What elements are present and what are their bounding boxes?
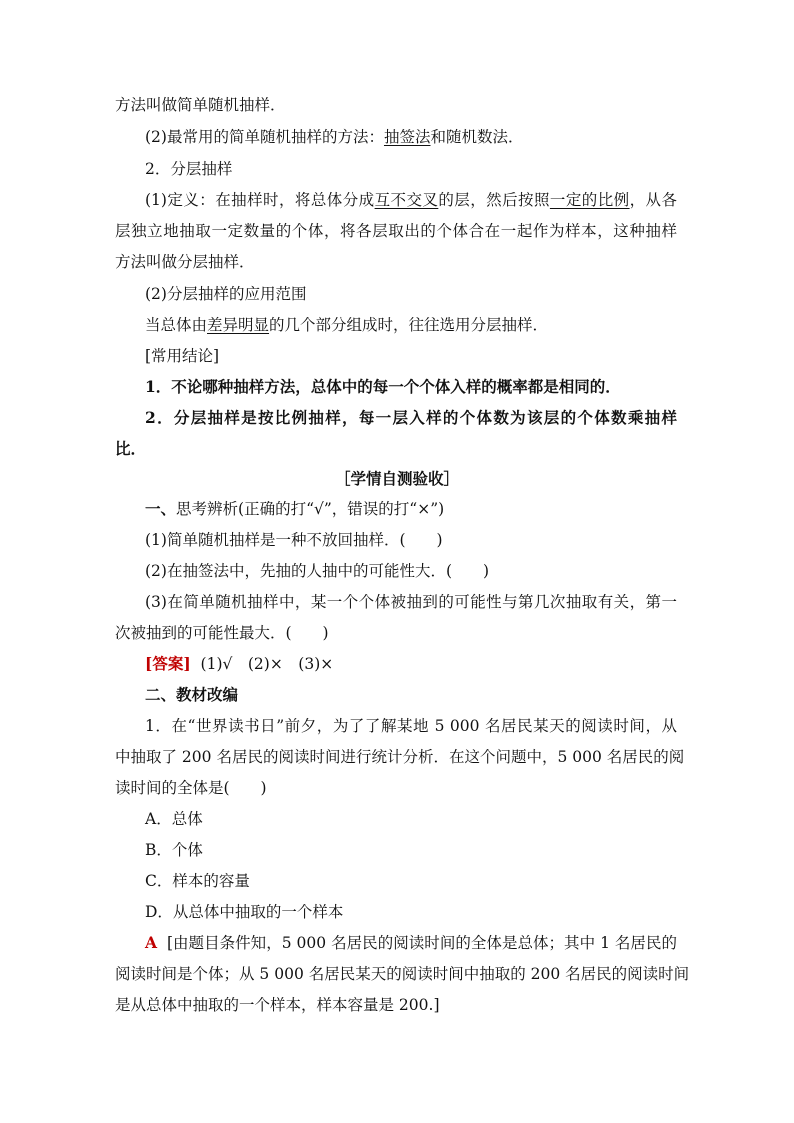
question-item: (3)在简单随机抽样中，某一个个体被抽到的可能性与第几次抽取有关，第一 (145, 593, 677, 611)
solution-line: 是从总体中抽取的一个样本，样本容量是 200.] (115, 996, 440, 1014)
option-d: D．从总体中抽取的一个样本 (145, 903, 344, 921)
text-line: (2)分层抽样的应用范围 (145, 285, 307, 303)
underlined-term: 一定的比例 (549, 191, 630, 209)
section-heading: 一、思考辨析(正确的打“√”，错误的打“×”) (145, 499, 445, 518)
text-line: 2．分层抽样是按比例抽样，每一层入样的个体数为该层的个体数乘抽样 (145, 408, 677, 427)
solution-line: 阅读时间是个体；从 5 000 名居民某天的阅读时间中抽取的 200 名居民的阅读时间 (115, 965, 690, 983)
answer-label: [答案] (145, 654, 191, 673)
question-item: (2)在抽签法中，先抽的人抽中的可能性大．( ) (145, 562, 490, 580)
section-heading: 二、教材改编 (145, 685, 239, 704)
section-heading: [常用结论] (145, 347, 220, 365)
answer-line: [答案] (1)√ (2)× (3)× (145, 654, 334, 673)
text-line: 层独立地抽取一定数量的个体，将各层取出的个体合在一起作为样本，这种抽样 (115, 222, 677, 240)
text-line: 比． (115, 439, 147, 458)
question-text: 1．在“世界读书日”前夕，为了了解某地 5 000 名居民某天的阅读时间，从 (145, 717, 677, 735)
underlined-term: 互不交叉 (374, 191, 439, 209)
option-b: B．个体 (145, 841, 203, 859)
underlined-term: 抽签法 (383, 128, 431, 146)
text-line: 当总体由差异明显的几个部分组成时，往往选用分层抽样． (145, 316, 549, 334)
option-a: A．总体 (145, 810, 203, 828)
option-c: C．样本的容量 (145, 872, 250, 890)
text-line: 方法叫做简单随机抽样． (115, 96, 286, 114)
question-text: 中抽取了 200 名居民的阅读时间进行统计分析．在这个问题中，5 000 名居民的阅 (115, 748, 685, 766)
question-item: (1)简单随机抽样是一种不放回抽样．( ) (145, 531, 443, 549)
text-line: 方法叫做分层抽样． (115, 253, 255, 271)
question-text: 读时间的全体是( ) (115, 779, 267, 797)
text-line: 1．不论哪种抽样方法，总体中的每一个个体入样的概率都是相同的． (145, 377, 621, 396)
underlined-term: 差异明显 (207, 316, 270, 334)
answer-letter: A (145, 933, 158, 952)
text-line: (2)最常用的简单随机抽样的方法：抽签法和随机数法． (145, 128, 524, 146)
text-line: 次被抽到的可能性最大．( ) (115, 624, 329, 642)
solution-line: A [由题目条件知，5 000 名居民的阅读时间的全体是总体；其中 1 名居民的 (145, 933, 677, 952)
section-title: ［学情自测验收］ (334, 469, 459, 488)
text-line: (1)定义：在抽样时，将总体分成互不交叉的层，然后按照一定的比例，从各 (145, 191, 677, 209)
section-heading: 2．分层抽样 (145, 160, 233, 178)
